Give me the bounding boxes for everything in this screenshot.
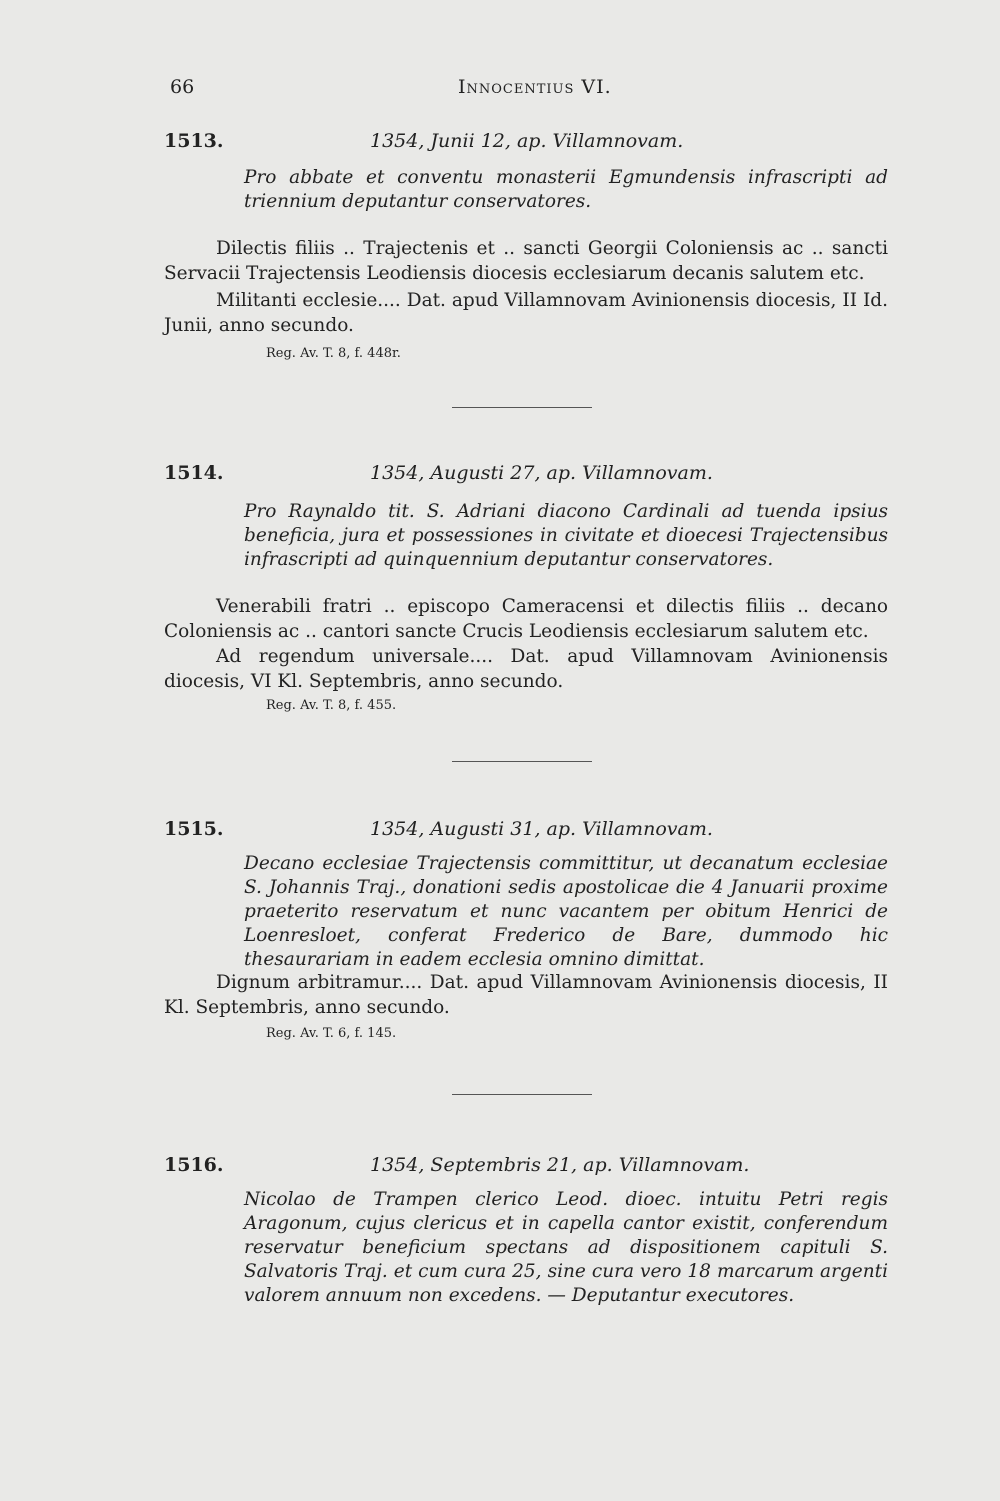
entry-number: 1513.	[164, 130, 224, 152]
entry-paragraph: Venerabili fratri .. episcopo Cameracensi et dilectis filiis .. decano Coloniensis ac .. cantori sancte Crucis Leodiensis ecclesiarum salutem etc.	[164, 596, 888, 642]
entry-regest: Decano ecclesiae Trajectensis committitur, ut decanatum ecclesiae S. Johannis Traj., donationi sedis apostolicae die 4 Januarii proxime praeterito reservatum et nunc vacantem per obitum Henrici de Loenresloet, conferat Frederico de Bare, dummodo hic thesaurariam in eadem ecclesia omnino dimittat.	[244, 853, 888, 970]
page-header	[170, 76, 888, 106]
page-number: 66	[170, 76, 195, 98]
register-reference: Reg. Av. T. 8, f. 448r.	[266, 346, 401, 361]
running-title: Innocentius VI.	[458, 76, 612, 98]
entry-regest: Pro Raynaldo tit. S. Adriani diacono Cardinali ad tuenda ipsius beneficia, jura et possessiones in civitate et dioecesi Trajectensibus infrascripti ad quinquennium deputantur conservatores.	[244, 501, 888, 570]
entry-date: 1354, Augusti 31, ap. Villamnovam.	[370, 818, 713, 840]
entry-number: 1515.	[164, 818, 224, 840]
register-reference: Reg. Av. T. 6, f. 145.	[266, 1026, 397, 1041]
register-reference: Reg. Av. T. 8, f. 455.	[266, 698, 397, 713]
entry-regest: Pro abbate et conventu monasterii Egmundensis infrascripti ad triennium deputantur conservatores.	[244, 167, 888, 212]
entry-paragraph: Dignum arbitramur.... Dat. apud Villamnovam Avinionensis diocesis, II Kl. Septembris, anno secundo.	[164, 972, 888, 1018]
entry-paragraph: Dilectis filiis .. Trajectenis et .. sancti Georgii Coloniensis ac .. sancti Servacii Trajectensis Leodiensis diocesis ecclesiarum decanis salutem etc.	[164, 238, 888, 284]
entry-date: 1354, Septembris 21, ap. Villamnovam.	[370, 1154, 750, 1176]
entry-number: 1516.	[164, 1154, 224, 1176]
entry-paragraph: Ad regendum universale.... Dat. apud Villamnovam Avinionensis diocesis, VI Kl. Septembris, anno secundo.	[164, 646, 888, 692]
separator-rule	[452, 761, 592, 762]
entry-regest: Nicolao de Trampen clerico Leod. dioec. intuitu Petri regis Aragonum, cujus clericus et in capella cantor existit, conferendum reservatur beneficium spectans ad dispositionem capituli S. Salvatoris Traj. et cum cura 25, sine cura vero 18 marcarum argenti valorem annuum non excedens. — Deputantur executores.	[244, 1189, 888, 1306]
entry-date: 1354, Augusti 27, ap. Villamnovam.	[370, 462, 713, 484]
entry-date: 1354, Junii 12, ap. Villamnovam.	[370, 130, 684, 152]
separator-rule	[452, 407, 592, 408]
entry-paragraph: Militanti ecclesie.... Dat. apud Villamnovam Avinionensis diocesis, II Id. Junii, anno secundo.	[164, 290, 888, 336]
separator-rule	[452, 1094, 592, 1095]
entry-number: 1514.	[164, 462, 224, 484]
